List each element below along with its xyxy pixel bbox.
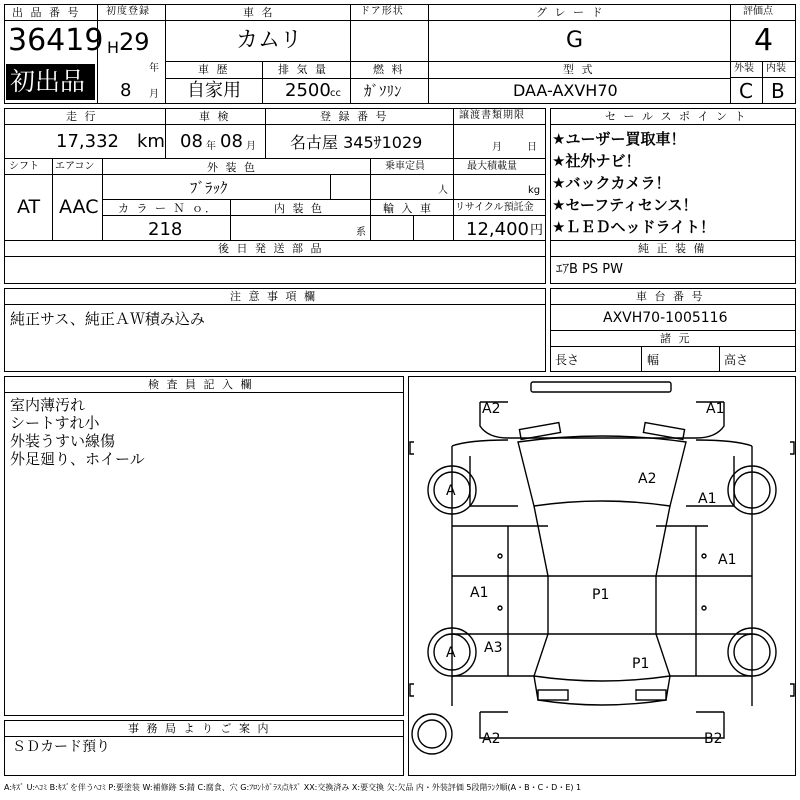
fuel: ｶﾞｿﾘﾝ bbox=[364, 82, 402, 100]
interior-grade: B bbox=[771, 79, 785, 103]
mark-left-rear-fender: A3 bbox=[484, 640, 503, 656]
exterior-grade: C bbox=[739, 79, 753, 103]
history-label: 車 歴 bbox=[198, 63, 230, 76]
height-label: 高さ bbox=[724, 353, 749, 367]
capacity-label: 乗車定員 bbox=[385, 161, 425, 172]
first-reg-month: 8 bbox=[120, 80, 132, 101]
length-label: 長さ bbox=[555, 353, 580, 367]
score-label: 評価点 bbox=[743, 6, 773, 17]
grade: G bbox=[566, 28, 584, 53]
sales-point-4: ★セーフティセンス！ bbox=[552, 196, 698, 214]
capacity-unit: 人 bbox=[438, 185, 448, 196]
inspection-month-unit: 月 bbox=[246, 141, 256, 152]
mark-front-left: A2 bbox=[482, 401, 501, 417]
recycle-unit: 円 bbox=[530, 223, 544, 238]
dims-label: 諸 元 bbox=[660, 332, 692, 345]
sales-point-1: ★ユーザー買取車！ bbox=[552, 130, 686, 148]
notes-text: 純正サス、純正ＡＷ積み込み bbox=[10, 310, 205, 328]
score: 4 bbox=[754, 23, 774, 58]
mark-right-front-fender: A1 bbox=[698, 491, 717, 507]
mark-hood: A2 bbox=[638, 471, 657, 487]
model-label: 型 式 bbox=[563, 63, 595, 76]
exterior-label: 外装 bbox=[734, 63, 754, 74]
inspection-month: 08 bbox=[220, 131, 243, 152]
first-reg-label: 初度登録 bbox=[106, 6, 150, 17]
ac-label: エアコン bbox=[55, 161, 95, 172]
sales-point-3: ★バックカメラ！ bbox=[552, 174, 671, 192]
plate-number: 名古屋 345ｻ1029 bbox=[290, 133, 423, 152]
mileage-label: 走 行 bbox=[66, 110, 98, 123]
recycle-label: リサイクル預託金 bbox=[455, 202, 534, 213]
lot-label: 出 品 番 号 bbox=[12, 6, 81, 19]
car-name-label: 車 名 bbox=[243, 6, 275, 19]
mark-roof: P1 bbox=[592, 587, 610, 603]
mark-rear-right: B2 bbox=[704, 731, 723, 747]
transfer-day: 日 bbox=[527, 142, 537, 153]
mark-front-right: A1 bbox=[706, 401, 725, 417]
sales-point-label: セ ー ル ス ポ イ ン ト bbox=[605, 110, 748, 123]
mark-left-front-door: A1 bbox=[470, 585, 489, 601]
interior-color-unit: 系 bbox=[356, 227, 366, 238]
inspection-year: 08 bbox=[180, 131, 203, 152]
year-unit: 年 bbox=[149, 63, 159, 74]
first-listing-text: 初出品 bbox=[10, 67, 86, 96]
door-label: ドア形状 bbox=[360, 6, 404, 17]
plate-label: 登 録 番 号 bbox=[320, 110, 389, 123]
transfer-month: 月 bbox=[492, 142, 502, 153]
inspection-label: 車 検 bbox=[199, 110, 231, 123]
mark-trunk: P1 bbox=[632, 656, 650, 672]
car-name: カムリ bbox=[236, 28, 303, 53]
legend: A:ｷｽﾞ U:ﾍｺﾐ B:ｷｽﾞを伴うﾍｺﾐ P:要塗装 W:補修跡 S:錆 C:腐食、穴 G:ﾌﾛﾝﾄｶﾞﾗｽ点ｷｽﾞ XX:交換済み X:要交換 欠:欠品 内・外装評価 5段階ﾗﾝｸ順(A・B・C・D・E) 1 bbox=[4, 783, 582, 792]
mark-right-front-door: A1 bbox=[718, 552, 737, 568]
mileage-unit: km bbox=[137, 131, 165, 152]
later-parts-label: 後 日 発 送 部 品 bbox=[218, 242, 324, 255]
lot-number: 36419 bbox=[8, 23, 104, 58]
displacement-label: 排 気 量 bbox=[278, 63, 328, 76]
inspector-label: 検 査 員 記 入 欄 bbox=[148, 378, 254, 391]
transfer-label: 譲渡書類期限 bbox=[459, 110, 525, 121]
inspector-line-4: 外足廻り、ホイール bbox=[10, 450, 145, 468]
equipment: ｴｱB PS PW bbox=[556, 262, 623, 277]
recycle-fee: 12,400 bbox=[466, 219, 529, 240]
inspector-line-2: シートすれ小 bbox=[10, 414, 100, 432]
chassis-number: AXVH70-1005116 bbox=[603, 310, 728, 326]
sales-point-2: ★社外ナビ！ bbox=[552, 152, 641, 170]
shift: AT bbox=[17, 196, 41, 218]
color-label: 外 装 色 bbox=[207, 161, 257, 174]
load-unit: kg bbox=[528, 185, 541, 196]
notes-label: 注 意 事 項 欄 bbox=[230, 290, 317, 303]
color-no-label: カ ラ ー Ｎ ｏ． bbox=[118, 202, 218, 215]
car-diagram bbox=[408, 376, 796, 776]
chassis-label: 車 台 番 号 bbox=[636, 290, 705, 303]
mark-wheel-fl: A bbox=[446, 483, 456, 499]
color: ﾌﾞﾗｯｸ bbox=[190, 179, 228, 197]
load-label: 最大積載量 bbox=[467, 161, 517, 172]
first-reg-year: 29 bbox=[119, 28, 150, 56]
width-label: 幅 bbox=[647, 353, 660, 367]
equipment-label: 純 正 装 備 bbox=[638, 242, 707, 255]
month-unit: 月 bbox=[149, 89, 159, 100]
era: H bbox=[107, 38, 120, 57]
history: 自家用 bbox=[187, 80, 241, 101]
grade-label: グ レ ー ド bbox=[536, 6, 605, 19]
shift-label: シフト bbox=[9, 161, 39, 172]
model: DAA-AXVH70 bbox=[513, 81, 618, 100]
inspector-line-3: 外装うすい線傷 bbox=[10, 432, 116, 450]
interior-label: 内装 bbox=[766, 63, 786, 74]
mileage: 17,332 bbox=[56, 131, 119, 152]
mark-rear-left: A2 bbox=[482, 731, 501, 747]
displacement: 2500 bbox=[285, 80, 331, 101]
inspection-year-unit: 年 bbox=[206, 141, 216, 152]
interior-color-label: 内 装 色 bbox=[274, 202, 324, 215]
import-label: 輸 入 車 bbox=[383, 202, 433, 215]
fuel-label: 燃 料 bbox=[373, 63, 405, 76]
displacement-unit: cc bbox=[330, 88, 341, 99]
ac: AAC bbox=[59, 196, 99, 218]
mark-wheel-rl: A bbox=[446, 645, 456, 661]
office-text: ＳＤカード預り bbox=[12, 739, 110, 755]
office-label: 事 務 局 よ り ご 案 内 bbox=[128, 722, 271, 735]
color-no: 218 bbox=[148, 219, 183, 240]
inspector-line-1: 室内薄汚れ bbox=[10, 396, 86, 414]
sales-point-5: ★ＬＥＤヘッドライト！ bbox=[552, 218, 715, 236]
